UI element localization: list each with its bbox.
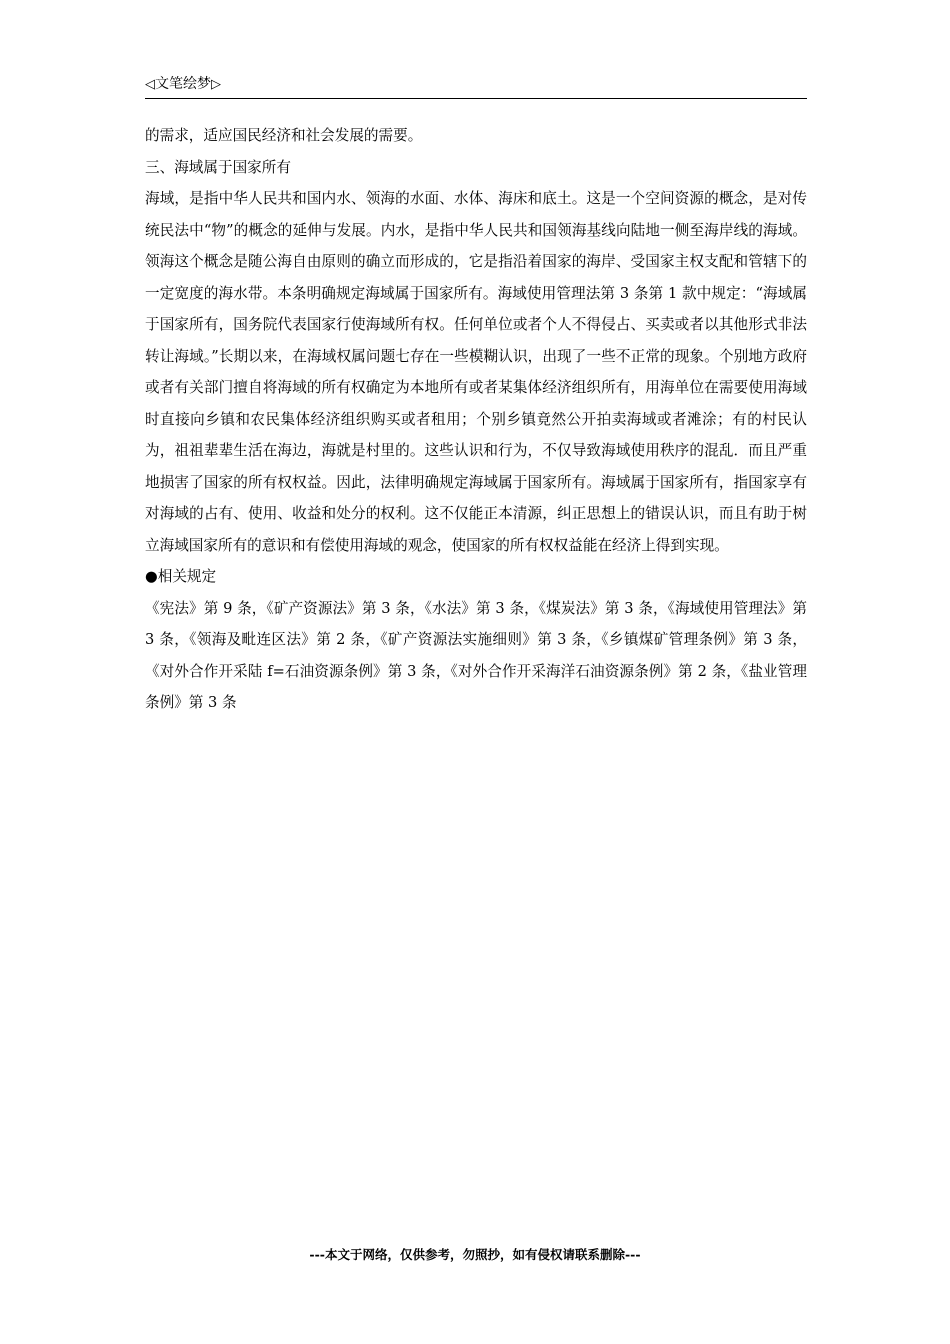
left-triangle-icon: ◁: [145, 77, 155, 92]
paragraph-main: 海域，是指中华人民共和国内水、领海的水面、水体、海床和底土。这是一个空间资源的概念，是对传统民法中“物”的概念的延伸与发展。内水，是指中华人民共和国领海基线向陆地一侧至海岸线的海域。领海这个概念是随公海自由原则的确立而形成的，它是指沿着国家的海岸、受国家主权支配和管辖下的一定宽度的海水带。本条明确规定海域属于国家所有。海域使用管理法第 3 条第 1 款中规定：“海域属于国家所有，国务院代表国家行使海域所有权。任何单位或者个人不得侵占、买卖或者以其他形式非法转让海域。”长期以来，在海域权属问题七存在一些模糊认识，出现了一些不正常的现象。个别地方政府或者有关部门擅自将海域的所有权确定为本地所有或者某集体经济组织所有，用海单位在需要使用海域时直接向乡镇和农民集体经济组织购买或者租用；个别乡镇竟然公开拍卖海域或者滩涂；有的村民认为，祖祖辈辈生活在海边，海就是村里的。这些认识和行为，不仅导致海域使用秩序的混乱．而且严重地损害了国家的所有权权益。因此，法律明确规定海域属于国家所有。海域属于国家所有，指国家享有对海域的占有、使用、收益和处分的权利。这不仅能正本清源，纠正思想上的错误认识，而且有助于树立海域国家所有的意识和有偿使用海域的观念，使国家的所有权权益能在经济上得到实现。: [145, 190, 807, 554]
paragraph-continuation: 的需求，适应国民经济和社会发展的需要。: [145, 127, 423, 144]
document-body: [145, 120, 807, 719]
section-heading: 三、海域属于国家所有: [145, 158, 291, 176]
related-provisions-list: 《宪法》第 9 条，《矿产资源法》第 3 条，《水法》第 3 条，《煤炭法》第 3 条，《海域使用管理法》第 3 条，《领海及毗连区法》第 2 条，《矿产资源法实施细则》第 3 条，《乡镇煤矿管理条例》第 3 条，《对外合作开采陆 f=石油资源条例》第 3 条，《对外合作开采海洋石油资源条例》第 2 条，《盐业管理条例》第 3 条: [145, 599, 807, 711]
related-provisions-heading: ●相关规定: [145, 568, 217, 585]
page-footer: ---本文于网络，仅供参考，勿照抄，如有侵权请联系删除---: [309, 1247, 641, 1262]
header-title: 文笔绘梦: [155, 76, 211, 92]
right-triangle-icon: ▷: [211, 77, 221, 92]
page-header: [145, 72, 807, 99]
